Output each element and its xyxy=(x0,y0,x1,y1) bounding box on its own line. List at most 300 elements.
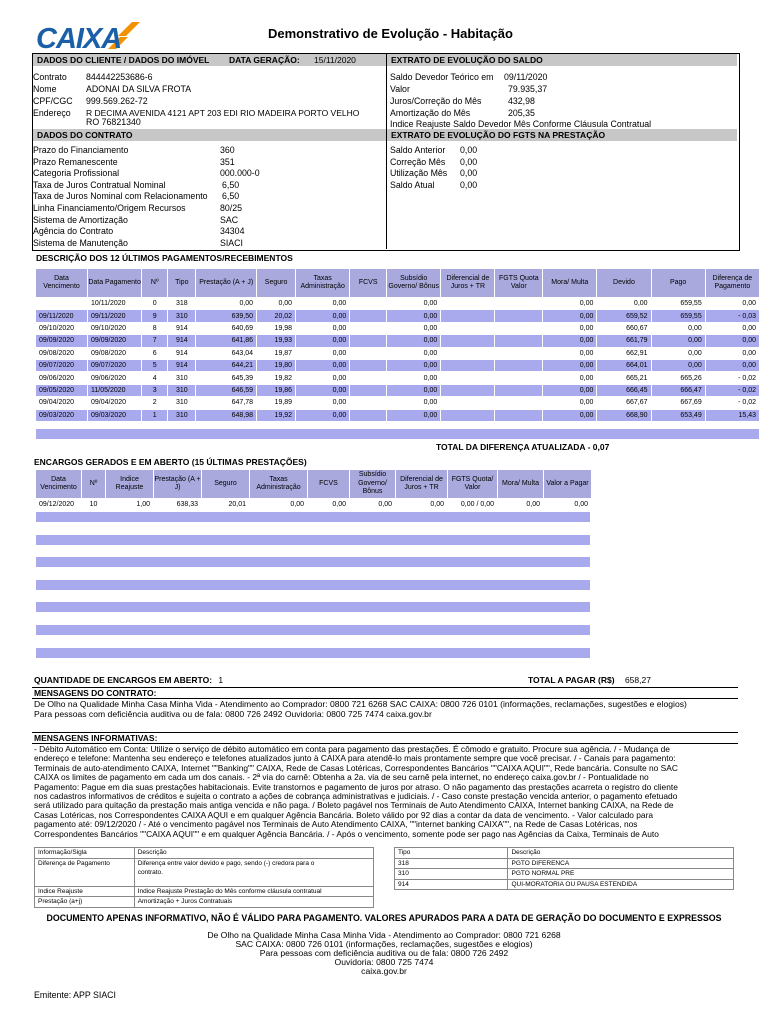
table-cell: 0,00 xyxy=(543,372,597,384)
table-cell: 640,69 xyxy=(196,322,257,334)
table-cell: 0,00 xyxy=(296,372,350,384)
table-cell: 310 xyxy=(168,372,196,384)
footer-warning: DOCUMENTO APENAS INFORMATIVO, NÃO É VÁLIDO PARA PAGAMENTO. VALORES APURADOS PARA A DATA DE GERAÇÃO DO DOCUMENTO E EXPRESSOS xyxy=(46,913,722,923)
table-cell: 644,21 xyxy=(196,359,257,371)
mensagens-informativas-line: - Débito Automático em Conta: Utilize o serviço de débito automático em conta para pagamento das prestações. É cômodo e gratuito. Procure sua agência. / - Mudança de xyxy=(34,744,670,754)
contrato-field-value: 6,50 xyxy=(222,191,240,202)
legenda-info: Diferença de Pagamento xyxy=(35,858,135,886)
table-cell: 10 xyxy=(82,499,106,511)
table-cell xyxy=(495,310,543,322)
table-cell: 09/04/2020 xyxy=(88,397,142,409)
footer-line5: caixa.gov.br xyxy=(361,966,407,976)
table-cell: 914 xyxy=(168,322,196,334)
mensagens-informativas-line: CAIXA os limites de pagamento em cada um dos canais. - 2ª via do carnê: Obtenha a 2a. via de seu carnê pela internet, no endereço caixa.gov.br / - Pontualidade no xyxy=(34,772,649,783)
table-cell: 19,93 xyxy=(257,335,296,347)
table-cell: 0,00 xyxy=(543,298,597,310)
encargos-blank-row xyxy=(36,512,590,522)
contrato-field-label: Sistema de Manutenção xyxy=(33,237,128,248)
table-cell: 0,00 xyxy=(597,298,651,310)
encargos-column-header: Diferencial de Juros + TR xyxy=(396,470,448,499)
legenda-desc-line: contrato. xyxy=(137,868,163,876)
table-cell: 659,55 xyxy=(651,310,705,322)
contrato-field-label: Taxa de Juros Contratual Nominal xyxy=(33,179,166,190)
table-cell: 0,00 xyxy=(387,335,441,347)
table-cell: 09/09/2020 xyxy=(88,335,142,347)
legenda-direita xyxy=(394,847,734,890)
table-cell xyxy=(495,322,543,334)
table-cell: 638,33 xyxy=(154,499,202,511)
table-cell: 19,82 xyxy=(257,372,296,384)
table-cell: 09/09/2020 xyxy=(36,335,88,347)
mensagens-informativas-line: Terminais de auto-atendimento CAIXA, Internet ""Banking"" CAIXA, Rede de Casas Lotéricas, Correspondentes Bancários ""CAIXA AQUI"", Rede bancária. Consulte no SAC xyxy=(34,762,678,773)
table-cell: 0,00 xyxy=(651,359,705,371)
contrato-field-label: Linha Financiamento/Origem Recursos xyxy=(33,203,186,213)
table-cell: 0,00 xyxy=(250,499,308,511)
table-cell xyxy=(350,409,387,421)
cpf-value: 999.569.262-72 xyxy=(86,96,148,106)
mensagens-informativas-line: será utilizado para quitação da prestação mais antiga vencida e não paga. / Boleto pagável nos Terminais de Auto Atendimento CAIXA, Internet banking CAIXA, na Rede de xyxy=(34,800,674,811)
pagamentos-column-header: Taxas Administração xyxy=(296,269,350,298)
client-section-title: DADOS DO CLIENTE / DADOS DO IMÓVEL xyxy=(37,55,210,65)
table-cell: 09/05/2020 xyxy=(36,384,88,396)
encargos-column-header: Taxas Administração xyxy=(250,470,308,499)
fgts-field-value: 0,00 xyxy=(460,168,478,179)
legenda-desc xyxy=(134,858,373,886)
table-cell: - 0,02 xyxy=(705,384,759,396)
teorico-date: 09/11/2020 xyxy=(504,72,548,82)
table-cell: 0,00 xyxy=(387,310,441,322)
table-cell: 1 xyxy=(142,409,168,421)
legenda-esquerda xyxy=(34,847,374,908)
table-cell: 914 xyxy=(168,347,196,359)
table-cell: 0,00 xyxy=(296,335,350,347)
pagamentos-column-header: Diferencial de Juros + TR xyxy=(441,269,495,298)
mensagens-informativas-line: Casas Lotéricas, nos Correspondentes CAIXA AQUI e em qualquer Agência Bancária. Boleto válido por 92 dias a contar da data de vencimento. - Valor calculado para xyxy=(34,809,654,820)
table-cell: 0,00 xyxy=(387,347,441,359)
legenda-info: Indice Reajuste xyxy=(35,886,135,897)
contrato-field-label: Sistema de Amortização xyxy=(33,214,128,225)
table-cell: 0,00 xyxy=(296,409,350,421)
table-cell: 0,00 xyxy=(296,397,350,409)
table-cell: 0,00 xyxy=(387,359,441,371)
legenda-desc: PGTO NORMAL PRE xyxy=(508,869,734,880)
emitente: Emitente: APP SIACI xyxy=(34,990,116,1000)
table-cell: 661,79 xyxy=(597,335,651,347)
table-cell xyxy=(495,359,543,371)
table-cell: 914 xyxy=(168,359,196,371)
legenda-tipo: 318 xyxy=(395,858,508,869)
contrato-field-value: 351 xyxy=(220,156,235,167)
pagamentos-column-header: Seguro xyxy=(257,269,296,298)
caixa-logo-text: CAIXA xyxy=(36,23,122,52)
table-row xyxy=(36,409,760,421)
legenda-tipo: 310 xyxy=(395,869,508,880)
table-cell: 0,00 xyxy=(396,499,448,511)
table-row xyxy=(36,359,760,371)
page-title: Demonstrativo de Evolução - Habitação xyxy=(268,26,513,41)
table-cell: 643,04 xyxy=(196,347,257,359)
table-row xyxy=(36,397,760,409)
nome-label: Nome xyxy=(33,84,57,94)
table-cell: 0,00 xyxy=(350,499,396,511)
mensagens-informativas-line: endereço e telefone: Mantenha seu endereço e telefones atualizados junto à CAIXA para atendê-lo mais prontamente sempre que você precisar. / - Canais para pagamento: xyxy=(34,753,676,764)
pagamentos-column-header: Nº xyxy=(142,269,168,298)
table-cell: 0,00 xyxy=(296,310,350,322)
table-cell: 09/10/2020 xyxy=(88,322,142,334)
table-row xyxy=(36,335,760,347)
contrato-section-header: DADOS DO CONTRATO xyxy=(33,129,386,141)
mensagens-contrato-line1: De Olho na Qualidade Minha Casa Minha Vida - Atendimento ao Comprador: 0800 721 6268 SAC CAIXA: 0800 726 0101 (informações, reclamações, sugestões e elogios) xyxy=(34,699,687,709)
table-cell: 09/04/2020 xyxy=(36,397,88,409)
legenda-desc: Indice Reajuste Prestação do Mês conforme cláusula contratual xyxy=(134,886,373,897)
table-cell xyxy=(350,310,387,322)
table-cell: 0,00 xyxy=(387,298,441,310)
table-cell: 0,00 xyxy=(543,347,597,359)
table-row xyxy=(36,322,760,334)
table-cell: 659,52 xyxy=(597,310,651,322)
table-cell: 665,21 xyxy=(597,372,651,384)
pagamentos-column-header: Data Pagamento xyxy=(88,269,142,298)
table-cell: 0,00 xyxy=(296,384,350,396)
table-cell: 646,59 xyxy=(196,384,257,396)
pagamentos-column-header: FCVS xyxy=(350,269,387,298)
vertical-divider xyxy=(386,53,387,249)
table-cell xyxy=(441,397,495,409)
table-cell: 8 xyxy=(142,322,168,334)
fgts-field-value: 0,00 xyxy=(460,156,478,167)
encargos-blank-row xyxy=(36,648,590,658)
table-cell: 09/08/2020 xyxy=(36,347,88,359)
legenda-info: Prestação (a+j) xyxy=(35,897,135,908)
total-pagar-label: TOTAL A PAGAR (R$) xyxy=(528,675,615,685)
encargos-blank-row xyxy=(36,625,590,635)
pagamentos-title: DESCRIÇÃO DOS 12 ÚLTIMOS PAGAMENTOS/RECEBIMENTOS xyxy=(36,253,293,263)
table-cell: 09/07/2020 xyxy=(88,359,142,371)
table-cell: 0 xyxy=(142,298,168,310)
table-cell xyxy=(350,384,387,396)
table-cell: 647,78 xyxy=(196,397,257,409)
table-cell: 639,50 xyxy=(196,310,257,322)
total-diferenca-value: - 0,07 xyxy=(587,442,610,452)
table-cell xyxy=(350,322,387,334)
pagamentos-column-header: Subsídio Governo/ Bônus xyxy=(387,269,441,298)
table-cell: 653,49 xyxy=(651,409,705,421)
legenda-tipo: 914 xyxy=(395,879,508,890)
fgts-field-label: Saldo Anterior xyxy=(390,145,446,155)
table-cell: 09/07/2020 xyxy=(36,359,88,371)
mensagens-informativas-title: MENSAGENS INFORMATIVAS: xyxy=(34,733,158,743)
table-cell xyxy=(36,298,88,310)
table-cell: 0,00 xyxy=(296,359,350,371)
encargos-column-header: Seguro xyxy=(202,470,250,499)
pagamentos-column-header: FGTS Quota Valor xyxy=(495,269,543,298)
table-cell xyxy=(350,347,387,359)
table-cell xyxy=(495,372,543,384)
pagamentos-column-header: Prestação (A + J) xyxy=(196,269,257,298)
table-cell: 0,00 xyxy=(651,335,705,347)
mensagens-contrato-title: MENSAGENS DO CONTRATO: xyxy=(34,688,157,698)
table-cell: 19,80 xyxy=(257,359,296,371)
legenda-desc-line: Diferença entre valor devido e pago, sendo (-) credora para o xyxy=(137,859,315,867)
table-cell: 15,43 xyxy=(705,409,759,421)
table-cell xyxy=(441,359,495,371)
pagamentos-column-header: Tipo xyxy=(168,269,196,298)
contrato-field-label: Prazo Remanescente xyxy=(33,156,118,167)
table-cell: 0,00 xyxy=(387,384,441,396)
table-cell: 0,00 xyxy=(543,359,597,371)
table-cell: 11/05/2020 xyxy=(88,384,142,396)
contrato-field-value: 000.000-0 xyxy=(220,168,260,179)
date-value: 15/11/2020 xyxy=(314,55,356,65)
table-cell: 19,86 xyxy=(257,384,296,396)
date-label: DATA GERAÇÃO: xyxy=(229,55,300,65)
table-cell: 19,92 xyxy=(257,409,296,421)
mensagens-informativas-line: nos cadastros informativos de créditos e sujeita o contrato a ações de cobrança administrativas e judiciais. / - Caso conste prestação vencida anterior, o pagamento efetuado xyxy=(34,791,678,801)
table-cell: 0,00 xyxy=(705,298,759,310)
contrato-field-label: Taxa de Juros Nominal com Relacionamento xyxy=(33,191,208,202)
client-section-header xyxy=(33,54,386,66)
total-diferenca xyxy=(436,442,609,452)
legenda-header-tipo: Tipo xyxy=(395,848,508,859)
table-cell: 09/08/2020 xyxy=(88,347,142,359)
table-cell: 0,00 xyxy=(308,499,350,511)
table-cell: 666,45 xyxy=(597,384,651,396)
fgts-field-label: Utilização Mês xyxy=(390,168,448,179)
table-cell xyxy=(350,298,387,310)
pagamentos-column-header: Mora/ Multa xyxy=(543,269,597,298)
table-cell: 0,00 / 0,00 xyxy=(448,499,498,511)
table-cell xyxy=(495,335,543,347)
table-cell: 0,00 xyxy=(543,335,597,347)
quantidade-value: 1 xyxy=(218,675,224,685)
table-cell: - 0,03 xyxy=(705,310,759,322)
table-cell: 660,67 xyxy=(597,322,651,334)
legenda-header-info: Informação/Sigla xyxy=(35,848,135,859)
table-cell: 0,00 xyxy=(543,409,597,421)
table-cell: 648,98 xyxy=(196,409,257,421)
table-cell xyxy=(495,397,543,409)
table-row xyxy=(36,372,760,384)
encargos-column-header: Mora/ Multa xyxy=(498,470,544,499)
quantidade-label: QUANTIDADE DE ENCARGOS EM ABERTO: xyxy=(34,675,213,685)
contrato-label: Contrato xyxy=(33,72,67,82)
table-cell: 667,67 xyxy=(597,397,651,409)
table-cell: 09/06/2020 xyxy=(88,372,142,384)
table-cell: 09/12/2020 xyxy=(36,499,82,511)
amort-value: 205,35 xyxy=(508,108,535,118)
table-cell: 0,00 xyxy=(296,347,350,359)
table-cell: 664,01 xyxy=(597,359,651,371)
table-cell: 0,00 xyxy=(257,298,296,310)
contrato-field-value: SAC xyxy=(220,214,239,225)
table-cell: 09/03/2020 xyxy=(36,409,88,421)
pagamentos-table xyxy=(35,268,760,422)
table-cell: 1,00 xyxy=(106,499,154,511)
table-cell: 0,00 xyxy=(387,409,441,421)
table-cell: 7 xyxy=(142,335,168,347)
table-cell: 0,00 xyxy=(543,310,597,322)
table-cell: 645,39 xyxy=(196,372,257,384)
table-cell: 914 xyxy=(168,335,196,347)
table-cell: 666,47 xyxy=(651,384,705,396)
contrato-field-value: 80/25 xyxy=(220,203,243,213)
encargos-blank-row xyxy=(36,557,590,567)
footer-line3: Para pessoas com deficiência auditiva ou de fala: 0800 726 2492 xyxy=(259,948,509,958)
footer-line1: De Olho na Qualidade Minha Casa Minha Vida - Atendimento ao Comprador: 0800 721 6268 xyxy=(207,930,561,940)
table-cell: 662,91 xyxy=(597,347,651,359)
encargos-column-header: FCVS xyxy=(308,470,350,499)
juros-label: Juros/Correção do Mês xyxy=(390,96,482,106)
table-cell: 0,00 xyxy=(705,347,759,359)
table-cell: - 0,02 xyxy=(705,397,759,409)
legenda-desc: QUI-MORATORIA OU PAUSA ESTENDIDA xyxy=(508,879,734,890)
mensagens-informativas-line: Pagamento: Pague em dia suas prestações habitacionais. Evite transtornos e pagamento de juros por atraso. O não pagamento das prestações acarreta o registro do cliente xyxy=(34,781,678,792)
fgts-field-label: Saldo Atual xyxy=(390,179,435,190)
contrato-field-value: SIACI xyxy=(220,237,243,248)
encargos-column-header: Subsídio Governo/ Bônus xyxy=(350,470,396,499)
valor-value: 79.935,37 xyxy=(508,84,548,94)
table-cell: 9 xyxy=(142,310,168,322)
contrato-field-value: 360 xyxy=(220,145,235,155)
table-cell xyxy=(441,322,495,334)
mensagens-informativas-line: Correspondentes Bancários ""CAIXA AQUI"" e em qualquer Agência Bancária. / - Após o vencimento, somente pode ser pago nas Agências da Caixa, Terminais de Auto xyxy=(34,828,659,839)
legenda-header-desc: Descrição xyxy=(508,848,734,859)
table-cell: 0,00 xyxy=(543,322,597,334)
amort-label: Amortização do Mês xyxy=(390,108,471,118)
table-cell: 0,00 xyxy=(387,397,441,409)
table-cell: 0,00 xyxy=(651,347,705,359)
table-cell: 0,00 xyxy=(543,384,597,396)
table-cell xyxy=(441,372,495,384)
caixa-logo xyxy=(36,22,156,52)
encargos-title: ENCARGOS GERADOS E EM ABERTO (15 ÚLTIMAS PRESTAÇÕES) xyxy=(34,457,307,467)
contrato-field-label: Prazo do Financiamento xyxy=(33,145,129,155)
valor-label: Valor xyxy=(390,84,410,94)
encargos-blank-row xyxy=(36,535,590,545)
encargos-blank-row xyxy=(36,602,590,612)
cpf-label: CPF/CGC xyxy=(33,96,73,106)
table-cell: 20,01 xyxy=(202,499,250,511)
encargos-blank-row xyxy=(36,580,590,590)
table-cell: - 0,02 xyxy=(705,372,759,384)
table-cell xyxy=(350,359,387,371)
table-cell: 665,26 xyxy=(651,372,705,384)
table-cell: 310 xyxy=(168,397,196,409)
table-cell xyxy=(441,347,495,359)
table-cell: 0,00 xyxy=(296,322,350,334)
table-cell: 19,98 xyxy=(257,322,296,334)
encargos-column-header: Indice Reajuste xyxy=(106,470,154,499)
contrato-value: 844442253686-6 xyxy=(86,72,153,82)
table-cell: 2 xyxy=(142,397,168,409)
table-cell: 0,00 xyxy=(705,322,759,334)
table-cell: 10/11/2020 xyxy=(88,298,142,310)
table-cell xyxy=(441,335,495,347)
table-cell: 5 xyxy=(142,359,168,371)
teorico-label: Saldo Devedor Teórico em xyxy=(390,72,494,82)
table-cell: 19,87 xyxy=(257,347,296,359)
table-cell xyxy=(441,310,495,322)
table-cell xyxy=(495,298,543,310)
indice-text: Indice Reajuste Saldo Devedor Mês Conforme Cláusula Contratual xyxy=(390,119,652,129)
table-row xyxy=(36,310,760,322)
mensagens-informativas-line: pagamento até: 09/12/2020 / - Até o vencimento pagável nos Terminais de Auto Atendimento CAIXA, ""internet banking CAIXA"", na Rede de Casas Lotéricas, nos xyxy=(34,819,638,830)
endereco-label: Endereço xyxy=(33,108,71,118)
saldo-section-header: EXTRATO DE EVOLUÇÃO DO SALDO xyxy=(387,54,737,66)
table-cell xyxy=(441,384,495,396)
encargos-column-header: Prestação (A + J) xyxy=(154,470,202,499)
table-cell: 0,00 xyxy=(543,397,597,409)
table-cell: 0,00 xyxy=(705,359,759,371)
table-row xyxy=(36,347,760,359)
table-cell: 0,00 xyxy=(196,298,257,310)
table-cell: 0,00 xyxy=(296,298,350,310)
endereco-line1: R DECIMA AVENIDA 4121 APT 203 EDI RIO MADEIRA PORTO VELHO xyxy=(86,108,360,118)
quantidade-encargos xyxy=(34,675,223,685)
total-pagar-value: 658,27 xyxy=(624,675,651,685)
encargos-column-header: Data Vencimento xyxy=(36,470,82,499)
total-diferenca-label: TOTAL DA DIFERENÇA ATUALIZADA xyxy=(436,442,586,452)
juros-value: 432,98 xyxy=(508,96,535,106)
table-cell: 6 xyxy=(142,347,168,359)
table-cell: 0,00 xyxy=(544,499,592,511)
table-cell: 641,86 xyxy=(196,335,257,347)
table-cell: 09/10/2020 xyxy=(36,322,88,334)
table-row xyxy=(36,298,760,310)
total-pagar xyxy=(528,675,651,685)
table-cell xyxy=(441,409,495,421)
table-cell: 09/06/2020 xyxy=(36,372,88,384)
table-cell: 659,55 xyxy=(651,298,705,310)
table-cell: 310 xyxy=(168,310,196,322)
table-cell: 318 xyxy=(168,298,196,310)
mensagens-contrato-line2: Para pessoas com deficiência auditiva ou de fala: 0800 726 2492 Ouvidoria: 0800 725 7474 caixa.gov.br xyxy=(34,709,432,719)
endereco-line2: RO 76821340 xyxy=(86,117,141,127)
table-cell: 09/03/2020 xyxy=(88,409,142,421)
table-cell xyxy=(350,335,387,347)
table-cell xyxy=(350,397,387,409)
table-cell xyxy=(350,372,387,384)
nome-value: ADONAI DA SILVA FROTA xyxy=(86,84,192,94)
fgts-section-header: EXTRATO DE EVOLUÇÃO DO FGTS NA PRESTAÇÃO xyxy=(387,129,737,141)
table-cell: 668,90 xyxy=(597,409,651,421)
pagamentos-column-header: Data Vencimento xyxy=(36,269,88,298)
contrato-field-value: 6,50 xyxy=(222,179,240,190)
pagamentos-blank-row xyxy=(36,429,759,439)
encargos-table xyxy=(35,469,592,511)
fgts-field-label: Correção Mês xyxy=(390,156,446,167)
legenda-desc: PGTO DIFERENCA xyxy=(508,858,734,869)
table-cell: 310 xyxy=(168,384,196,396)
table-row xyxy=(36,384,760,396)
table-cell: 0,00 xyxy=(498,499,544,511)
encargos-column-header: Nº xyxy=(82,470,106,499)
table-cell: 0,00 xyxy=(651,322,705,334)
table-cell xyxy=(495,384,543,396)
table-row xyxy=(36,499,592,511)
contrato-field-label: Categoria Profissional xyxy=(33,168,120,179)
footer-line2: SAC CAIXA: 0800 726 0101 (informações, reclamações, sugestões e elogios) xyxy=(235,939,533,949)
fgts-field-value: 0,00 xyxy=(460,179,478,190)
table-cell: 19,89 xyxy=(257,397,296,409)
legenda-header-desc: Descrição xyxy=(134,848,373,859)
table-cell: 09/11/2020 xyxy=(36,310,88,322)
table-cell: 0,00 xyxy=(387,372,441,384)
pagamentos-column-header: Pago xyxy=(651,269,705,298)
table-cell: 3 xyxy=(142,384,168,396)
table-cell: 0,00 xyxy=(705,335,759,347)
table-cell xyxy=(441,298,495,310)
